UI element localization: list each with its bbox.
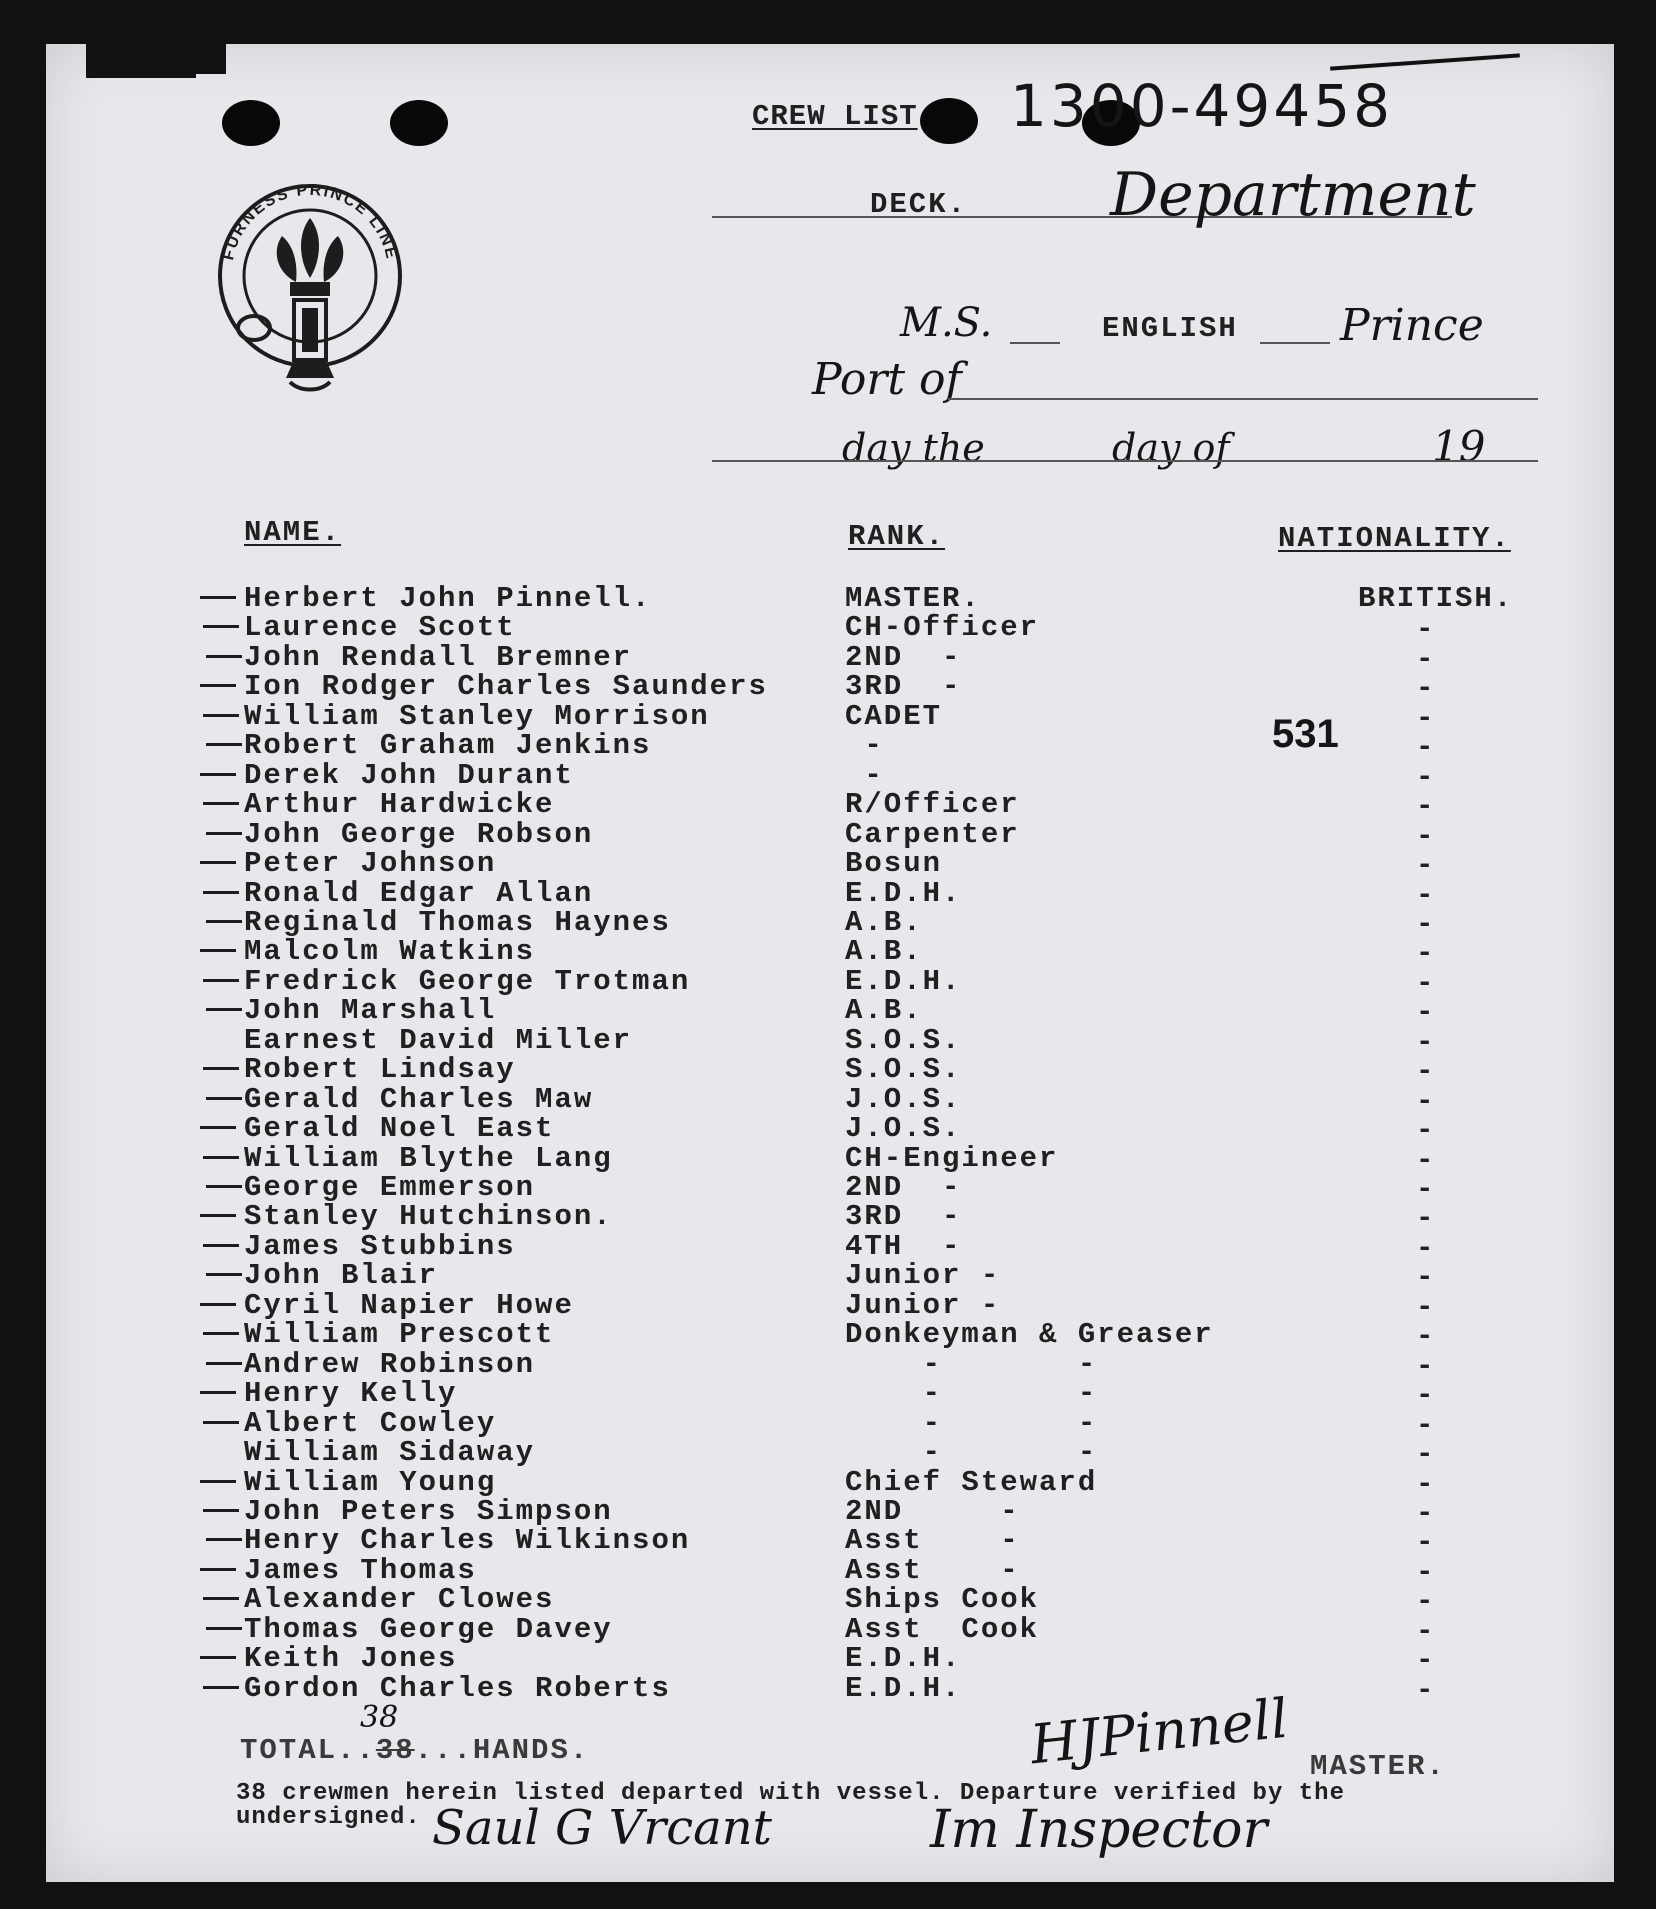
total-hand: 38 xyxy=(360,1700,399,1735)
check-tick-mark xyxy=(200,1656,236,1659)
crew-row xyxy=(0,965,1656,1000)
crew-nationality: - xyxy=(1416,1556,1436,1589)
inspector-title: Im Inspector xyxy=(930,1800,1268,1860)
crew-nationality: - xyxy=(1416,1173,1436,1206)
check-tick-mark xyxy=(200,1568,236,1571)
crew-nationality: - xyxy=(1416,672,1436,705)
crew-nationality: - xyxy=(1416,1320,1436,1353)
crew-name: John Peters Simpson xyxy=(244,1495,613,1528)
crew-row xyxy=(0,818,1656,853)
check-tick-mark xyxy=(206,1008,242,1011)
crew-row xyxy=(0,1377,1656,1412)
crew-row xyxy=(0,1083,1656,1118)
check-tick-mark xyxy=(206,743,242,746)
column-header-nationality: NATIONALITY. xyxy=(1278,522,1511,555)
crew-name: Thomas George Davey xyxy=(244,1613,613,1646)
check-tick-mark xyxy=(206,655,242,658)
file-number: 1300-49458 xyxy=(1010,72,1394,140)
crew-nationality: - xyxy=(1416,761,1436,794)
crew-name: Fredrick George Trotman xyxy=(244,965,691,998)
crew-nationality: - xyxy=(1416,790,1436,823)
crew-row xyxy=(0,1554,1656,1589)
crew-name: Earnest David Miller xyxy=(244,1024,633,1057)
crew-nationality: - xyxy=(1416,1144,1436,1177)
port-line xyxy=(948,398,1538,400)
crew-nationality: BRITISH. xyxy=(1358,582,1514,615)
crew-rank: Bosun xyxy=(845,847,943,880)
crew-rank: Chief Steward xyxy=(845,1466,1098,1499)
check-tick-mark xyxy=(203,1244,239,1247)
crew-nationality: - xyxy=(1416,1438,1436,1471)
crew-row xyxy=(0,935,1656,970)
crew-rank: - xyxy=(845,759,884,792)
check-tick-mark xyxy=(206,920,242,923)
stamp-number: 531 xyxy=(1272,712,1339,756)
crew-rank: Asst - xyxy=(845,1554,1020,1587)
crew-name: Robert Lindsay xyxy=(244,1053,516,1086)
crew-nationality: - xyxy=(1416,1114,1436,1147)
check-tick-mark xyxy=(206,1627,242,1630)
check-tick-mark xyxy=(206,1538,242,1541)
crew-nationality: - xyxy=(1416,1585,1436,1618)
scan-tab-marker-small xyxy=(196,44,226,74)
crew-rank: S.O.S. xyxy=(845,1024,962,1057)
crew-rank: S.O.S. xyxy=(845,1053,962,1086)
crew-row xyxy=(0,1053,1656,1088)
crew-nationality: - xyxy=(1416,643,1436,676)
crew-nationality: - xyxy=(1416,937,1436,970)
crew-name: Gordon Charles Roberts xyxy=(244,1672,671,1705)
vessel-name-hand: Prince xyxy=(1340,300,1484,351)
crew-nationality: - xyxy=(1416,1526,1436,1559)
crew-rank: - - xyxy=(845,1348,1098,1381)
crew-rank: CADET xyxy=(845,700,943,733)
check-tick-mark xyxy=(200,684,236,687)
crew-row xyxy=(0,994,1656,1029)
crew-nationality: - xyxy=(1416,1085,1436,1118)
crew-row xyxy=(0,1407,1656,1442)
crew-name: Albert Cowley xyxy=(244,1407,497,1440)
crew-name: James Stubbins xyxy=(244,1230,516,1263)
check-tick-mark xyxy=(203,1509,239,1512)
total-suffix: ...HANDS. xyxy=(414,1734,590,1767)
vessel-name-typed: ENGLISH xyxy=(1102,312,1238,345)
crew-row xyxy=(0,1466,1656,1501)
crew-name: John George Robson xyxy=(244,818,594,851)
crew-nationality: - xyxy=(1416,1615,1436,1648)
vessel-line xyxy=(1010,342,1060,344)
verification-note-line-1: 38 crewmen herein listed departed with vessel. Departure verified by the xyxy=(236,1780,1345,1807)
crew-name: John Marshall xyxy=(244,994,497,1027)
check-tick-mark xyxy=(203,891,239,894)
crew-nationality: - xyxy=(1416,1644,1436,1677)
crew-name: Gerald Noel East xyxy=(244,1112,555,1145)
check-tick-mark xyxy=(200,1303,236,1306)
date-line xyxy=(712,460,1538,462)
crew-nationality: - xyxy=(1416,967,1436,1000)
crew-name: Arthur Hardwicke xyxy=(244,788,555,821)
crew-rank: E.D.H. xyxy=(845,877,962,910)
crew-rank: CH-Officer xyxy=(845,611,1040,644)
crew-name: William Blythe Lang xyxy=(244,1142,613,1175)
inspector-signature: Saul G Vrcant xyxy=(432,1800,772,1856)
crew-name: Reginald Thomas Haynes xyxy=(244,906,671,939)
crew-nationality: - xyxy=(1416,731,1436,764)
crew-rank: E.D.H. xyxy=(845,1642,962,1675)
check-tick-mark xyxy=(206,1185,242,1188)
crew-rank: E.D.H. xyxy=(845,965,962,998)
crew-row xyxy=(0,877,1656,912)
crew-nationality: - xyxy=(1416,1379,1436,1412)
crew-rank: Donkeyman & Greaser xyxy=(845,1318,1214,1351)
check-tick-mark xyxy=(203,1156,239,1159)
total-typed: 38 xyxy=(375,1734,415,1767)
check-tick-mark xyxy=(203,802,239,805)
crew-row xyxy=(0,1171,1656,1206)
department-typed: DECK. xyxy=(870,188,968,221)
crew-name: Henry Kelly xyxy=(244,1377,458,1410)
punch-hole xyxy=(222,100,280,146)
check-tick-mark xyxy=(200,861,236,864)
crew-name: Andrew Robinson xyxy=(244,1348,536,1381)
crew-rank: A.B. xyxy=(845,994,923,1027)
port-label: Port of xyxy=(812,354,962,405)
crew-row xyxy=(0,1348,1656,1383)
dayof-label: day of xyxy=(1112,426,1230,470)
check-tick-mark xyxy=(203,625,239,628)
check-tick-mark xyxy=(200,1214,236,1217)
check-tick-mark xyxy=(203,1421,239,1424)
crew-row xyxy=(0,582,1656,615)
check-tick-mark xyxy=(200,1480,236,1483)
crew-name: Herbert John Pinnell. xyxy=(244,582,652,615)
prince-of-wales-feathers-icon xyxy=(277,218,344,296)
master-signature: HJPinnell xyxy=(1027,1686,1291,1777)
crew-rank: Asst Cook xyxy=(845,1613,1040,1646)
crew-nationality: - xyxy=(1416,1202,1436,1235)
crew-name: Keith Jones xyxy=(244,1642,458,1675)
total-prefix: TOTAL.. xyxy=(240,1734,376,1767)
crew-row xyxy=(0,1583,1656,1618)
crew-rank: 3RD - xyxy=(845,1200,962,1233)
punch-hole xyxy=(390,100,448,146)
crew-rank: Junior - xyxy=(845,1259,1001,1292)
crew-name: James Thomas xyxy=(244,1554,477,1587)
crew-row xyxy=(0,670,1656,705)
crew-nationality: - xyxy=(1416,1674,1436,1707)
crew-name: George Emmerson xyxy=(244,1171,536,1204)
crew-name: Cyril Napier Howe xyxy=(244,1289,574,1322)
column-header-name: NAME. xyxy=(244,516,342,549)
punch-hole xyxy=(920,98,978,144)
crew-name: Malcolm Watkins xyxy=(244,935,536,968)
crew-rank: CH-Engineer xyxy=(845,1142,1059,1175)
furness-prince-line-logo xyxy=(210,178,410,398)
crew-name: William Young xyxy=(244,1466,497,1499)
check-tick-mark xyxy=(206,832,242,835)
check-tick-mark xyxy=(203,1686,239,1689)
crew-name: John Blair xyxy=(244,1259,439,1292)
crew-row xyxy=(0,847,1656,882)
crew-rank: Junior - xyxy=(845,1289,1001,1322)
crew-name: William Prescott xyxy=(244,1318,555,1351)
crew-rank: E.D.H. xyxy=(845,1672,962,1705)
crew-name: Gerald Charles Maw xyxy=(244,1083,594,1116)
department-hand: Department xyxy=(1110,160,1476,230)
check-tick-mark xyxy=(206,1362,242,1365)
crew-name: Ronald Edgar Allan xyxy=(244,877,594,910)
check-tick-mark xyxy=(203,1597,239,1600)
crew-row xyxy=(0,1318,1656,1353)
crew-row xyxy=(0,1289,1656,1324)
crew-nationality: - xyxy=(1416,820,1436,853)
crew-row xyxy=(0,729,1656,764)
check-tick-mark xyxy=(200,1391,236,1394)
vessel-line xyxy=(1260,342,1330,344)
crew-row xyxy=(0,1230,1656,1265)
crew-row xyxy=(0,1672,1656,1707)
crew-nationality: - xyxy=(1416,702,1436,735)
crew-row xyxy=(0,1642,1656,1677)
check-tick-mark xyxy=(200,949,236,952)
crew-name: Derek John Durant xyxy=(244,759,574,792)
crew-row xyxy=(0,611,1656,646)
crew-nationality: - xyxy=(1416,1409,1436,1442)
crew-name: William Stanley Morrison xyxy=(244,700,710,733)
crew-rank: Ships Cook xyxy=(845,1583,1040,1616)
crew-nationality: - xyxy=(1416,1261,1436,1294)
crew-rank: A.B. xyxy=(845,906,923,939)
crew-row xyxy=(0,641,1656,676)
crew-nationality: - xyxy=(1416,849,1436,882)
crew-nationality: - xyxy=(1416,1055,1436,1088)
crew-nationality: - xyxy=(1416,1026,1436,1059)
crew-row xyxy=(0,1024,1656,1059)
crew-name: Henry Charles Wilkinson xyxy=(244,1524,691,1557)
crew-row xyxy=(0,1112,1656,1147)
crew-nationality: - xyxy=(1416,1497,1436,1530)
crew-rank: - - xyxy=(845,1377,1098,1410)
crew-rank: R/Officer xyxy=(845,788,1020,821)
crew-rank: - - xyxy=(845,1407,1098,1440)
crew-name: Laurence Scott xyxy=(244,611,516,644)
check-tick-mark xyxy=(203,979,239,982)
check-tick-mark xyxy=(200,596,236,599)
verification-note-line-2: undersigned. xyxy=(236,1804,421,1831)
crew-rank: Asst - xyxy=(845,1524,1020,1557)
year-label: 19 xyxy=(1432,422,1486,471)
document-title: CREW LIST xyxy=(752,100,918,133)
crew-rank: 4TH - xyxy=(845,1230,962,1263)
crew-row xyxy=(0,1200,1656,1235)
crew-rank: A.B. xyxy=(845,935,923,968)
crew-nationality: - xyxy=(1416,879,1436,912)
crew-nationality: - xyxy=(1416,1232,1436,1265)
crew-rank: 2ND - xyxy=(845,1171,962,1204)
master-label: MASTER. xyxy=(1310,1750,1446,1783)
crew-name: John Rendall Bremner xyxy=(244,641,633,674)
crew-row xyxy=(0,1436,1656,1471)
crew-rank: - xyxy=(845,729,884,762)
crew-name: Ion Rodger Charles Saunders xyxy=(244,670,768,703)
crew-row xyxy=(0,1495,1656,1530)
crew-nationality: - xyxy=(1416,1468,1436,1501)
day-label: day the xyxy=(842,426,985,470)
crew-row xyxy=(0,1259,1656,1294)
total-line xyxy=(240,1734,589,1767)
crew-row xyxy=(0,1524,1656,1559)
check-tick-mark xyxy=(203,1067,239,1070)
crew-nationality: - xyxy=(1416,1350,1436,1383)
crew-nationality: - xyxy=(1416,996,1436,1029)
crew-nationality: - xyxy=(1416,1291,1436,1324)
crew-name: Stanley Hutchinson. xyxy=(244,1200,613,1233)
crew-rank: Carpenter xyxy=(845,818,1020,851)
vessel-prefix: M.S. xyxy=(900,300,993,346)
crew-row xyxy=(0,1613,1656,1648)
crew-rank: MASTER. xyxy=(845,582,981,615)
crew-row xyxy=(0,1142,1656,1177)
check-tick-mark xyxy=(206,1097,242,1100)
scan-tab-marker xyxy=(86,44,196,78)
check-tick-mark xyxy=(206,1273,242,1276)
crew-name: Alexander Clowes xyxy=(244,1583,555,1616)
crew-name: William Sidaway xyxy=(244,1436,536,1469)
crew-nationality: - xyxy=(1416,613,1436,646)
logo-ring-text: FURNESS PRINCE LINE xyxy=(220,181,400,262)
crew-rank: J.O.S. xyxy=(845,1083,962,1116)
check-tick-mark xyxy=(200,773,236,776)
crew-row xyxy=(0,759,1656,794)
check-tick-mark xyxy=(203,714,239,717)
crew-name: Robert Graham Jenkins xyxy=(244,729,652,762)
crew-rank: 2ND - xyxy=(845,641,962,674)
crew-rank: 2ND - xyxy=(845,1495,1020,1528)
column-header-rank: RANK. xyxy=(848,520,946,553)
crew-name: Peter Johnson xyxy=(244,847,497,880)
crew-row xyxy=(0,906,1656,941)
crew-nationality: - xyxy=(1416,908,1436,941)
crew-row xyxy=(0,788,1656,823)
check-tick-mark xyxy=(203,1332,239,1335)
crew-rank: - - xyxy=(845,1436,1098,1469)
check-tick-mark xyxy=(200,1126,236,1129)
crew-rank: J.O.S. xyxy=(845,1112,962,1145)
crew-rank: 3RD - xyxy=(845,670,962,703)
